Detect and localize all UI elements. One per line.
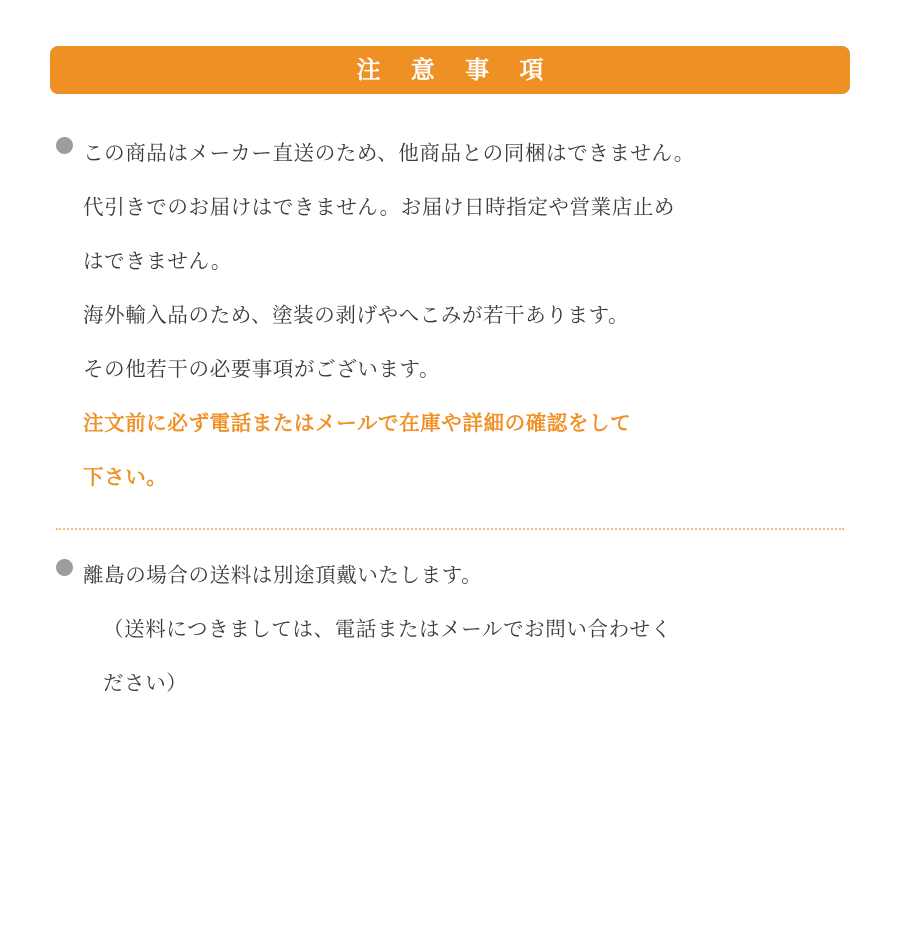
notice-section-shipping-body [83, 126, 844, 504]
notice-subline: （送料につきましては、電話またはメールでお問い合わせく [103, 617, 672, 641]
notice-section-shipping [56, 126, 844, 504]
notice-line: 海外輸入品のため、塗装の剥げやへこみが若干あります。 [83, 303, 630, 327]
notice-highlight-line: 注文前に必ず電話またはメールで在庫や詳細の確認をして [83, 411, 632, 435]
notice-line: その他若干の必要事項がございます。 [83, 357, 441, 381]
notice-section-remote-island [56, 548, 844, 710]
notice-section-remote-island-body [83, 548, 844, 710]
notice-highlight-line: 下さい。 [83, 465, 168, 489]
filled-circle-icon [56, 559, 73, 576]
notice-content [56, 126, 844, 710]
notice-header-banner [50, 46, 850, 94]
notice-line: 代引きでのお届けはできません。お届け日時指定や営業店止め [83, 195, 676, 219]
notice-subline: ださい） [103, 671, 188, 695]
filled-circle-icon [56, 137, 73, 154]
notice-page [0, 46, 900, 946]
notice-line: はできません。 [83, 249, 232, 273]
notice-line: この商品はメーカー直送のため、他商品との同梱はできません。 [83, 141, 695, 165]
notice-line: 離島の場合の送料は別途頂戴いたします。 [83, 563, 483, 587]
page-title: 注 意 事 項 [356, 56, 555, 84]
dotted-divider [56, 528, 844, 530]
